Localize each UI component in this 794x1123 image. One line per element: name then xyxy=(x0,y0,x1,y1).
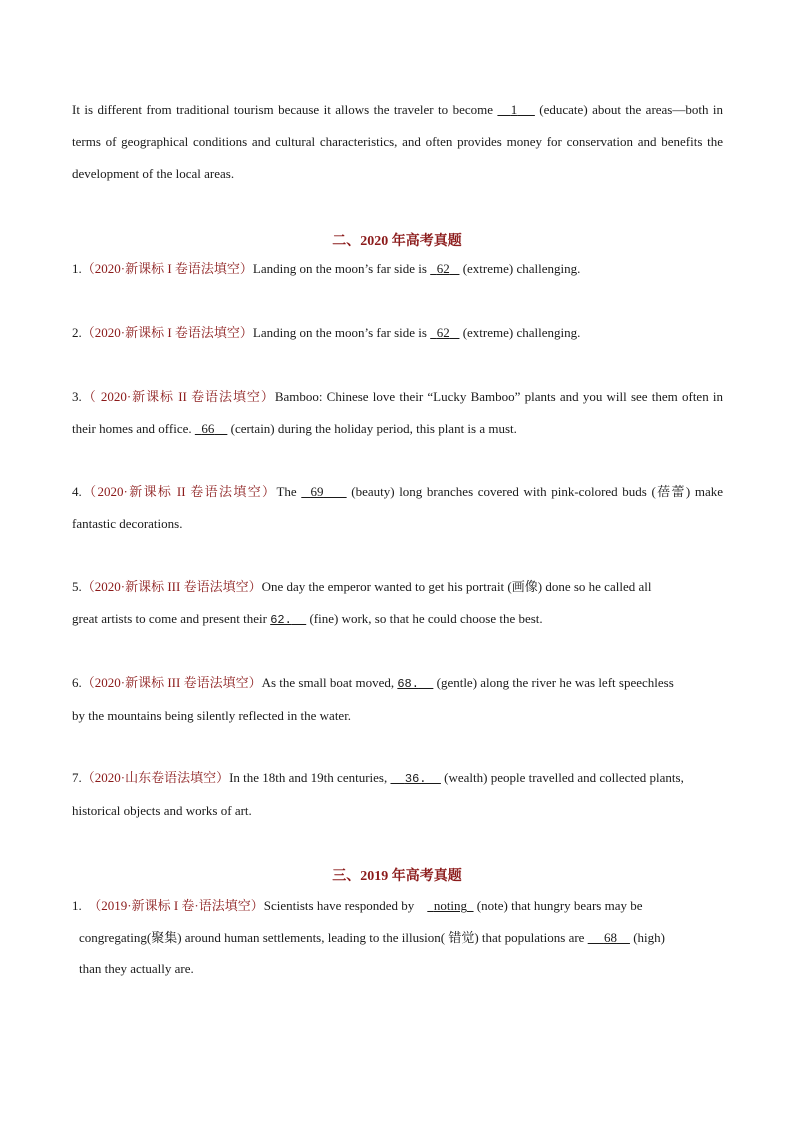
question-item xyxy=(72,762,723,827)
text-span: 1 xyxy=(510,102,518,117)
text-span: Landing on the moon’s far side is xyxy=(252,325,427,340)
question-item xyxy=(72,317,723,349)
text-span: than they actually are. xyxy=(79,961,194,976)
intro-paragraph xyxy=(72,94,723,190)
question-source: （2020·新课标 I 卷语法填空） xyxy=(81,325,253,340)
text-span: 4. xyxy=(72,484,82,499)
answer-blank xyxy=(430,325,459,340)
question-item xyxy=(72,476,723,540)
text-span: by the mountains being silently reflected in the water. xyxy=(72,708,352,723)
text-span: 7. xyxy=(72,770,82,785)
question-source: （ 2020·新课标 II 卷语法填空） xyxy=(81,389,275,404)
text-span: 36. xyxy=(404,772,427,786)
text-span: As the small boat moved, xyxy=(261,675,395,690)
intro-text: conservation and benefits the development of the local areas. xyxy=(72,134,723,181)
question-source: （2020·新课标 I 卷语法填空） xyxy=(81,261,253,276)
question-source: （2020·山东卷语法填空） xyxy=(81,770,230,785)
section-heading-2020: 二、2020 年高考真题 xyxy=(332,234,462,249)
text-span: 62 xyxy=(436,325,450,340)
text-span: The xyxy=(276,484,297,499)
text-span: Landing on the moon’s far side is xyxy=(252,261,427,276)
text-span: noting xyxy=(433,898,468,913)
answer-blank xyxy=(430,261,459,276)
text-span: Bamboo: Chinese love their “Lucky Bamboo” plants and you will see them xyxy=(274,389,678,404)
text-span: historical objects and works of art. xyxy=(72,803,252,818)
intro-text: areas—both in terms of geographical conditions and cultural characteristics, and often provides money for xyxy=(72,102,724,149)
text-span: (gentle) along the river he was left speechless xyxy=(436,675,674,690)
text-span: One day the emperor wanted to get his portrait (画像) done so he called all xyxy=(261,579,652,594)
answer-blank xyxy=(588,930,630,945)
question-item xyxy=(72,381,723,445)
text-span: 1. xyxy=(72,898,82,913)
answer-blank xyxy=(270,613,306,627)
text-span: 3. xyxy=(72,389,82,404)
question-item xyxy=(72,253,723,285)
text-span: 69 xyxy=(310,484,324,499)
question-source: （2020·新课标 III 卷语法填空） xyxy=(81,579,262,594)
text-span: (extreme) challenging. xyxy=(462,261,581,276)
text-span: 2. xyxy=(72,325,82,340)
question-item xyxy=(72,667,723,732)
text-span: (high) xyxy=(633,930,665,945)
answer-blank xyxy=(497,102,534,117)
answer-blank xyxy=(390,772,440,786)
text-span: Scientists have responded by xyxy=(263,898,415,913)
text-span: 68 xyxy=(603,930,617,945)
question-source: （2020·新课标 III 卷语法填空） xyxy=(81,675,262,690)
text-span: make fantastic decorations. xyxy=(72,484,724,531)
intro-text: (educate) about the xyxy=(539,102,642,117)
text-span: (note) that hungry bears may be xyxy=(476,898,643,913)
text-span: In the 18th and 19th centuries, xyxy=(229,770,388,785)
answer-blank xyxy=(301,484,346,499)
intro-text: It is different from traditional tourism because it allows the traveler to become xyxy=(72,102,493,117)
text-span: (extreme) challenging. xyxy=(462,325,581,340)
answer-blank xyxy=(397,677,433,691)
question-item xyxy=(72,890,723,922)
text-span: 68. xyxy=(397,677,419,691)
text-span: 62 xyxy=(436,261,450,276)
text-span: often in their homes and office. xyxy=(72,389,724,436)
text-span: (beauty) long branches covered with pink-colored buds (蓓蕾) xyxy=(351,484,691,499)
question-item xyxy=(72,571,723,636)
text-span: congregating(聚集) around human settlements, leading to the illusion( 错觉) that populations are xyxy=(79,930,585,945)
section-heading-2019: 三、2019 年高考真题 xyxy=(332,869,462,884)
text-span: 1. xyxy=(72,261,82,276)
text-span: (wealth) people travelled and collected plants, xyxy=(444,770,684,785)
text-span: great artists to come and present their xyxy=(72,611,267,626)
text-span: 6. xyxy=(72,675,82,690)
text-span: 62. xyxy=(270,613,292,627)
question-item-continued xyxy=(79,922,729,984)
text-span: 66 xyxy=(201,421,215,436)
text-span: (certain) during the holiday period, this plant is a must. xyxy=(230,421,517,436)
text-span: (fine) work, so that he could choose the best. xyxy=(309,611,543,626)
text-span: 5. xyxy=(72,579,82,594)
question-source: （2020·新课标 II 卷语法填空） xyxy=(81,484,277,499)
answer-blank xyxy=(195,421,228,436)
answer-blank xyxy=(427,898,473,913)
question-source: （2019·新课标 I 卷·语法填空） xyxy=(88,898,264,913)
